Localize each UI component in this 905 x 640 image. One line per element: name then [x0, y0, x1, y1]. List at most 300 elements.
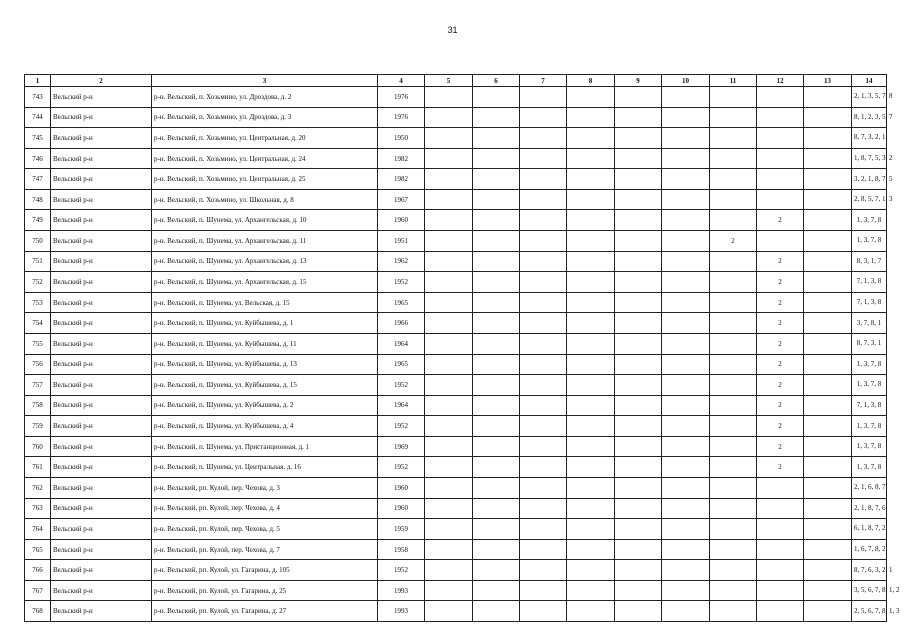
col13-cell — [804, 560, 852, 581]
col7-cell — [520, 436, 567, 457]
col5-cell — [425, 457, 473, 478]
col8-cell — [567, 231, 615, 252]
col12-cell — [757, 128, 804, 149]
row-number-cell: 752 — [25, 272, 51, 293]
col8-cell — [567, 272, 615, 293]
row-number-cell: 757 — [25, 375, 51, 396]
col6-cell — [473, 87, 520, 108]
district-cell: Вельский р-н — [51, 292, 152, 313]
col6-cell — [473, 169, 520, 190]
year-cell: 1965 — [378, 292, 425, 313]
col6-cell — [473, 333, 520, 354]
table-row — [25, 128, 887, 149]
col12-cell — [757, 189, 804, 210]
col12-cell — [757, 148, 804, 169]
row-number-cell: 753 — [25, 292, 51, 313]
col12-cell: 2 — [757, 436, 804, 457]
column-header-9: 9 — [615, 75, 662, 87]
codes-cell: 8, 7, 3, 1 — [852, 333, 887, 354]
col13-cell — [804, 375, 852, 396]
col10-cell — [662, 519, 710, 540]
table-row — [25, 375, 887, 396]
col11-cell — [710, 416, 757, 437]
col10-cell — [662, 539, 710, 560]
col10-cell — [662, 580, 710, 601]
codes-cell: 7, 1, 3, 8 — [852, 292, 887, 313]
col5-cell — [425, 580, 473, 601]
col7-cell — [520, 169, 567, 190]
col8-cell — [567, 580, 615, 601]
col9-cell — [615, 601, 662, 622]
col7-cell — [520, 292, 567, 313]
col10-cell — [662, 457, 710, 478]
col10-cell — [662, 210, 710, 231]
col13-cell — [804, 498, 852, 519]
address-cell: р-н. Вельский, п. Хозьмино, ул. Центральная, д. 20 — [152, 128, 378, 149]
col12-cell: 2 — [757, 251, 804, 272]
col7-cell — [520, 148, 567, 169]
column-header-14: 14 — [852, 75, 887, 87]
col13-cell — [804, 210, 852, 231]
col10-cell — [662, 477, 710, 498]
col12-cell: 2 — [757, 395, 804, 416]
row-number-cell: 762 — [25, 477, 51, 498]
district-cell: Вельский р-н — [51, 87, 152, 108]
col6-cell — [473, 251, 520, 272]
col7-cell — [520, 107, 567, 128]
col10-cell — [662, 272, 710, 293]
col8-cell — [567, 333, 615, 354]
year-cell: 1993 — [378, 580, 425, 601]
col7-cell — [520, 457, 567, 478]
table-row — [25, 477, 887, 498]
col6-cell — [473, 128, 520, 149]
col12-cell: 2 — [757, 313, 804, 334]
header-row — [25, 75, 887, 87]
codes-cell: 7, 1, 3, 8 — [852, 272, 887, 293]
col6-cell — [473, 580, 520, 601]
codes-cell: 1, 3, 7, 8 — [852, 436, 887, 457]
col5-cell — [425, 601, 473, 622]
district-cell: Вельский р-н — [51, 395, 152, 416]
col11-cell — [710, 251, 757, 272]
year-cell: 1964 — [378, 333, 425, 354]
col5-cell — [425, 333, 473, 354]
row-number-cell: 766 — [25, 560, 51, 581]
col13-cell — [804, 333, 852, 354]
codes-cell: 6, 1, 8, 7, 2 — [852, 519, 887, 540]
district-cell: Вельский р-н — [51, 128, 152, 149]
col7-cell — [520, 601, 567, 622]
year-cell: 1960 — [378, 210, 425, 231]
col12-cell: 2 — [757, 457, 804, 478]
col7-cell — [520, 416, 567, 437]
col6-cell — [473, 375, 520, 396]
col5-cell — [425, 148, 473, 169]
table-row — [25, 87, 887, 108]
codes-cell: 2, 1, 8, 7, 6 — [852, 498, 887, 519]
col10-cell — [662, 87, 710, 108]
year-cell: 1952 — [378, 272, 425, 293]
table-row — [25, 519, 887, 540]
year-cell: 1982 — [378, 148, 425, 169]
column-header-2: 2 — [51, 75, 152, 87]
codes-cell: 8, 1, 2, 3, 5, 7 — [852, 107, 887, 128]
col7-cell — [520, 395, 567, 416]
year-cell: 1993 — [378, 601, 425, 622]
column-header-8: 8 — [567, 75, 615, 87]
year-cell: 1964 — [378, 395, 425, 416]
row-number-cell: 749 — [25, 210, 51, 231]
table-row — [25, 498, 887, 519]
col9-cell — [615, 272, 662, 293]
col8-cell — [567, 313, 615, 334]
district-cell: Вельский р-н — [51, 169, 152, 190]
col11-cell — [710, 457, 757, 478]
col11-cell — [710, 189, 757, 210]
col8-cell — [567, 375, 615, 396]
year-cell: 1959 — [378, 519, 425, 540]
col11-cell — [710, 313, 757, 334]
district-cell: Вельский р-н — [51, 436, 152, 457]
year-cell: 1952 — [378, 416, 425, 437]
table-row — [25, 395, 887, 416]
table-row — [25, 292, 887, 313]
col6-cell — [473, 107, 520, 128]
col5-cell — [425, 251, 473, 272]
col11-cell — [710, 210, 757, 231]
codes-cell: 8, 7, 6, 3, 2, 1 — [852, 560, 887, 581]
year-cell: 1960 — [378, 477, 425, 498]
address-cell: р-н. Вельский, п. Шунема, ул. Куйбышева, д. 15 — [152, 375, 378, 396]
col8-cell — [567, 498, 615, 519]
row-number-cell: 746 — [25, 148, 51, 169]
col13-cell — [804, 251, 852, 272]
col12-cell — [757, 498, 804, 519]
col8-cell — [567, 601, 615, 622]
col10-cell — [662, 148, 710, 169]
address-cell: р-н. Вельский, п. Хозьмино, ул. Дроздова, д. 3 — [152, 107, 378, 128]
col9-cell — [615, 498, 662, 519]
column-header-4: 4 — [378, 75, 425, 87]
address-cell: р-н. Вельский, рп. Кулой, пер. Чехова, д. 3 — [152, 477, 378, 498]
district-cell: Вельский р-н — [51, 560, 152, 581]
table-row — [25, 416, 887, 437]
col13-cell — [804, 395, 852, 416]
col12-cell — [757, 87, 804, 108]
codes-cell: 1, 3, 7, 8 — [852, 416, 887, 437]
row-number-cell: 759 — [25, 416, 51, 437]
address-cell: р-н. Вельский, рп. Кулой, ул. Гагарина, д. 105 — [152, 560, 378, 581]
col9-cell — [615, 128, 662, 149]
col11-cell — [710, 169, 757, 190]
district-cell: Вельский р-н — [51, 601, 152, 622]
district-cell: Вельский р-н — [51, 416, 152, 437]
col7-cell — [520, 189, 567, 210]
col5-cell — [425, 107, 473, 128]
col6-cell — [473, 231, 520, 252]
col13-cell — [804, 87, 852, 108]
col7-cell — [520, 539, 567, 560]
col13-cell — [804, 169, 852, 190]
page-number: 31 — [447, 25, 458, 35]
col11-cell — [710, 477, 757, 498]
col8-cell — [567, 169, 615, 190]
col11-cell — [710, 107, 757, 128]
district-cell: Вельский р-н — [51, 519, 152, 540]
table-row — [25, 313, 887, 334]
col9-cell — [615, 395, 662, 416]
col12-cell — [757, 107, 804, 128]
col8-cell — [567, 457, 615, 478]
col7-cell — [520, 375, 567, 396]
col5-cell — [425, 477, 473, 498]
col11-cell — [710, 354, 757, 375]
col10-cell — [662, 436, 710, 457]
col8-cell — [567, 189, 615, 210]
col5-cell — [425, 210, 473, 231]
column-header-7: 7 — [520, 75, 567, 87]
row-number-cell: 747 — [25, 169, 51, 190]
col7-cell — [520, 251, 567, 272]
year-cell: 1969 — [378, 436, 425, 457]
district-cell: Вельский р-н — [51, 313, 152, 334]
row-number-cell: 744 — [25, 107, 51, 128]
col12-cell — [757, 580, 804, 601]
col5-cell — [425, 272, 473, 293]
col7-cell — [520, 313, 567, 334]
col5-cell — [425, 539, 473, 560]
codes-cell: 1, 3, 7, 8 — [852, 354, 887, 375]
col5-cell — [425, 436, 473, 457]
col11-cell — [710, 333, 757, 354]
col6-cell — [473, 272, 520, 293]
col8-cell — [567, 560, 615, 581]
col13-cell — [804, 457, 852, 478]
col10-cell — [662, 292, 710, 313]
district-cell: Вельский р-н — [51, 354, 152, 375]
column-header-12: 12 — [757, 75, 804, 87]
col7-cell — [520, 272, 567, 293]
table-body — [25, 87, 900, 622]
col6-cell — [473, 436, 520, 457]
col10-cell — [662, 251, 710, 272]
col11-cell — [710, 601, 757, 622]
row-number-cell: 765 — [25, 539, 51, 560]
year-cell: 1950 — [378, 128, 425, 149]
col7-cell — [520, 354, 567, 375]
year-cell: 1976 — [378, 87, 425, 108]
col6-cell — [473, 292, 520, 313]
col6-cell — [473, 601, 520, 622]
col5-cell — [425, 519, 473, 540]
row-number-cell: 768 — [25, 601, 51, 622]
address-cell: р-н. Вельский, п. Шунема, ул. Куйбышева, д. 11 — [152, 333, 378, 354]
address-cell: р-н. Вельский, п. Хозьмино, ул. Центральная, д. 24 — [152, 148, 378, 169]
col7-cell — [520, 519, 567, 540]
col13-cell — [804, 580, 852, 601]
column-header-3: 3 — [152, 75, 378, 87]
codes-cell: 8, 3, 1, 7 — [852, 251, 887, 272]
col5-cell — [425, 87, 473, 108]
col7-cell — [520, 231, 567, 252]
col8-cell — [567, 210, 615, 231]
col7-cell — [520, 210, 567, 231]
district-cell: Вельский р-н — [51, 580, 152, 601]
col9-cell — [615, 210, 662, 231]
district-cell: Вельский р-н — [51, 148, 152, 169]
col10-cell — [662, 354, 710, 375]
column-header-10: 10 — [662, 75, 710, 87]
col9-cell — [615, 354, 662, 375]
col5-cell — [425, 395, 473, 416]
year-cell: 1952 — [378, 375, 425, 396]
codes-cell: 8, 7, 3, 2, 1 — [852, 128, 887, 149]
col13-cell — [804, 231, 852, 252]
col9-cell — [615, 436, 662, 457]
col5-cell — [425, 128, 473, 149]
year-cell: 1982 — [378, 169, 425, 190]
col13-cell — [804, 313, 852, 334]
col13-cell — [804, 539, 852, 560]
col9-cell — [615, 375, 662, 396]
col10-cell — [662, 375, 710, 396]
col12-cell: 2 — [757, 210, 804, 231]
table-row — [25, 169, 887, 190]
col6-cell — [473, 498, 520, 519]
col8-cell — [567, 107, 615, 128]
col11-cell — [710, 148, 757, 169]
codes-cell: 1, 3, 7, 8 — [852, 231, 887, 252]
year-cell: 1966 — [378, 313, 425, 334]
col10-cell — [662, 333, 710, 354]
row-number-cell: 745 — [25, 128, 51, 149]
col7-cell — [520, 477, 567, 498]
district-cell: Вельский р-н — [51, 107, 152, 128]
col7-cell — [520, 87, 567, 108]
col12-cell — [757, 231, 804, 252]
col6-cell — [473, 539, 520, 560]
col10-cell — [662, 313, 710, 334]
col10-cell — [662, 231, 710, 252]
col5-cell — [425, 169, 473, 190]
col13-cell — [804, 148, 852, 169]
col10-cell — [662, 416, 710, 437]
column-header-13: 13 — [804, 75, 852, 87]
table-row — [25, 189, 887, 210]
col11-cell — [710, 539, 757, 560]
col9-cell — [615, 539, 662, 560]
col9-cell — [615, 519, 662, 540]
address-cell: р-н. Вельский, п. Шунема, ул. Архангельская, д. 15 — [152, 272, 378, 293]
col10-cell — [662, 498, 710, 519]
col9-cell — [615, 189, 662, 210]
col11-cell — [710, 498, 757, 519]
row-number-cell: 750 — [25, 231, 51, 252]
col12-cell — [757, 560, 804, 581]
col9-cell — [615, 416, 662, 437]
column-header-1: 1 — [25, 75, 51, 87]
year-cell: 1960 — [378, 498, 425, 519]
address-cell: р-н. Вельский, рп. Кулой, ул. Гагарина, д. 25 — [152, 580, 378, 601]
col12-cell: 2 — [757, 292, 804, 313]
col7-cell — [520, 580, 567, 601]
col13-cell — [804, 189, 852, 210]
col5-cell — [425, 354, 473, 375]
address-cell: р-н. Вельский, п. Шунема, ул. Пристанционная, д. 1 — [152, 436, 378, 457]
col12-cell: 2 — [757, 375, 804, 396]
col12-cell — [757, 169, 804, 190]
district-cell: Вельский р-н — [51, 457, 152, 478]
col13-cell — [804, 107, 852, 128]
col5-cell — [425, 560, 473, 581]
col6-cell — [473, 457, 520, 478]
year-cell: 1965 — [378, 354, 425, 375]
col5-cell — [425, 292, 473, 313]
col11-cell — [710, 560, 757, 581]
codes-cell: 3, 5, 6, 7, 8, 1, 2 — [852, 580, 887, 601]
row-number-cell: 756 — [25, 354, 51, 375]
codes-cell: 2, 1, 6, 8, 7 — [852, 477, 887, 498]
year-cell: 1976 — [378, 107, 425, 128]
col9-cell — [615, 580, 662, 601]
year-cell: 1952 — [378, 457, 425, 478]
codes-cell: 1, 6, 7, 8, 2 — [852, 539, 887, 560]
address-cell: р-н. Вельский, п. Шунема, ул. Куйбышева, д. 4 — [152, 416, 378, 437]
col8-cell — [567, 148, 615, 169]
row-number-cell: 764 — [25, 519, 51, 540]
district-cell: Вельский р-н — [51, 210, 152, 231]
table-row — [25, 272, 887, 293]
address-cell: р-н. Вельский, п. Шунема, ул. Куйбышева, д. 2 — [152, 395, 378, 416]
col13-cell — [804, 128, 852, 149]
col9-cell — [615, 148, 662, 169]
col12-cell — [757, 539, 804, 560]
address-cell: р-н. Вельский, п. Шунема, ул. Архангельская, д. 10 — [152, 210, 378, 231]
address-cell: р-н. Вельский, п. Шунема, ул. Вельская, д. 15 — [152, 292, 378, 313]
row-number-cell: 760 — [25, 436, 51, 457]
col13-cell — [804, 272, 852, 293]
col7-cell — [520, 128, 567, 149]
col8-cell — [567, 354, 615, 375]
col13-cell — [804, 601, 852, 622]
col10-cell — [662, 560, 710, 581]
table-row — [25, 148, 887, 169]
col8-cell — [567, 292, 615, 313]
column-header-5: 5 — [425, 75, 473, 87]
col11-cell — [710, 395, 757, 416]
table-row — [25, 354, 887, 375]
district-cell: Вельский р-н — [51, 477, 152, 498]
address-cell: р-н. Вельский, рп. Кулой, пер. Чехова, д. 4 — [152, 498, 378, 519]
address-cell: р-н. Вельский, п. Шунема, ул. Архангельская, д. 11 — [152, 231, 378, 252]
address-cell: р-н. Вельский, п. Хозьмино, ул. Дроздова, д. 2 — [152, 87, 378, 108]
table-row — [25, 333, 887, 354]
col7-cell — [520, 498, 567, 519]
col13-cell — [804, 354, 852, 375]
address-cell: р-н. Вельский, п. Шунема, ул. Куйбышева, д. 1 — [152, 313, 378, 334]
col13-cell — [804, 519, 852, 540]
row-number-cell: 754 — [25, 313, 51, 334]
col5-cell — [425, 313, 473, 334]
col6-cell — [473, 416, 520, 437]
col8-cell — [567, 251, 615, 272]
col11-cell — [710, 375, 757, 396]
district-cell: Вельский р-н — [51, 539, 152, 560]
col11-cell — [710, 128, 757, 149]
col8-cell — [567, 539, 615, 560]
codes-cell: 1, 8, 7, 5, 3, 2 — [852, 148, 887, 169]
